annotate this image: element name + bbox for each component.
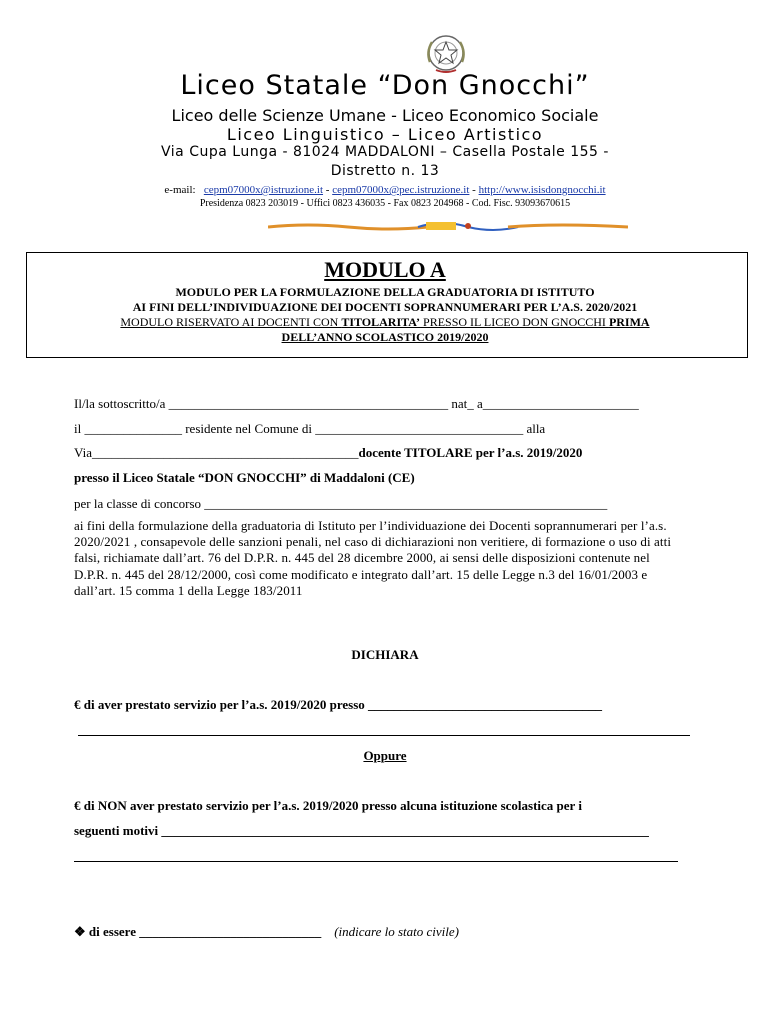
modulo-heading-3a: MODULO RISERVATO AI DOCENTI CON [120, 315, 342, 329]
school-district: Distretto n. 13 [330, 163, 440, 179]
school-title: Liceo Statale “Don Gnocchi” [180, 70, 590, 101]
presso-label: presso il Liceo Statale “DON GNOCCHI” di Maddaloni (CE) [74, 470, 415, 485]
email-label: e-mail: [164, 184, 196, 196]
school-subtitle-2: Liceo Linguistico – Liceo Artistico [226, 125, 544, 144]
residenza-field[interactable]: il _______________ residente nel Comune di ________________________________ alla [74, 421, 546, 436]
via-field[interactable] [74, 445, 582, 461]
modulo-heading-2: AI FINI DELL’INDIVIDUAZIONE DEI DOCENTI SOPRANNUMERARI PER L’A.S. 2020/2021 [132, 300, 638, 314]
website-link[interactable]: http://www.isisdongnocchi.it [478, 184, 606, 196]
oppure-label: Oppure [363, 748, 407, 763]
modulo-heading-4-text: DELL’ANNO SCOLASTICO 2019/2020 [281, 330, 489, 344]
modulo-heading-3d: PRIMA [608, 315, 650, 329]
modulo-heading-4 [0, 330, 770, 345]
separator: - [323, 184, 333, 196]
email-link-1[interactable]: cepm07000x@istruzione.it [203, 184, 324, 196]
classe-concorso-field[interactable]: per la classe di concorso ______________________________________________________________ [74, 496, 608, 511]
dichiara-heading: DICHIARA [351, 647, 419, 662]
modulo-heading-3 [0, 315, 770, 330]
blank-line[interactable] [78, 735, 690, 736]
docente-titolare-label: docente TITOLARE per l’a.s. 2019/2020 [358, 445, 583, 460]
separator: - [469, 184, 479, 196]
school-subtitle-1: Liceo delle Scienze Umane - Liceo Economico Sociale [171, 106, 599, 125]
option-servizio-prestato[interactable]: € di aver prestato servizio per l’a.s. 2019/2020 presso ____________________________________ [74, 697, 603, 712]
sottoscritto-field[interactable]: Il/la sottoscritto/a ___________________________________________ nat_ a________________________ [74, 396, 639, 411]
contact-line [0, 184, 770, 196]
modulo-title: MODULO A [324, 257, 446, 282]
phone-line: Presidenza 0823 203019 - Uffici 0823 436035 - Fax 0823 204968 - Cod. Fisc. 93093670615 [199, 198, 571, 209]
declaration-paragraph: ai fini della formulazione della graduatoria di Istituto per l’individuazione dei Docenti soprannumerari per l’a.s. 2020/2021 , consapevole delle sanzioni penali, nel caso di dichiarazioni non veritiere, di formazione o uso di atti falsi, richiamate dall’art. 76 del D.P.R. n. 445 del 28 dicembre 2000, ai sensi delle disposizioni contenute nel D.P.R. n. 445 del 28/12/2000, così come modificato e integrato dall’art. 15 delle Legge n.3 del 16/01/2003 e dall’art. 15 comma 1 della Legge 183/2011 [74, 518, 672, 598]
email-link-2[interactable]: cepm07000x@pec.istruzione.it [332, 184, 470, 196]
essere-label[interactable]: ❖ di essere ____________________________ [74, 924, 322, 939]
option-servizio-non-prestato[interactable]: € di NON aver prestato servizio per l’a.s. 2019/2020 presso alcuna istituzione scolastica per i [74, 798, 582, 813]
via-input[interactable]: Via_________________________________________ [74, 445, 359, 460]
school-address: Via Cupa Lunga - 81024 MADDALONI – Casella Postale 155 - [161, 144, 609, 160]
republic-emblem-icon [424, 32, 468, 74]
modulo-heading-1: MODULO PER LA FORMULAZIONE DELLA GRADUATORIA DI ISTITUTO [175, 285, 595, 299]
blank-line[interactable] [74, 861, 678, 862]
modulo-heading-3c: PRESSO IL LICEO DON GNOCCHI [420, 315, 609, 329]
modulo-heading-3b: TITOLARITA’ [341, 315, 421, 329]
stato-civile-hint: (indicare lo stato civile) [334, 924, 460, 939]
decorative-divider [268, 219, 628, 233]
motivi-field[interactable]: seguenti motivi ___________________________________________________________________________ [74, 823, 649, 838]
stato-civile-field[interactable] [74, 924, 459, 940]
